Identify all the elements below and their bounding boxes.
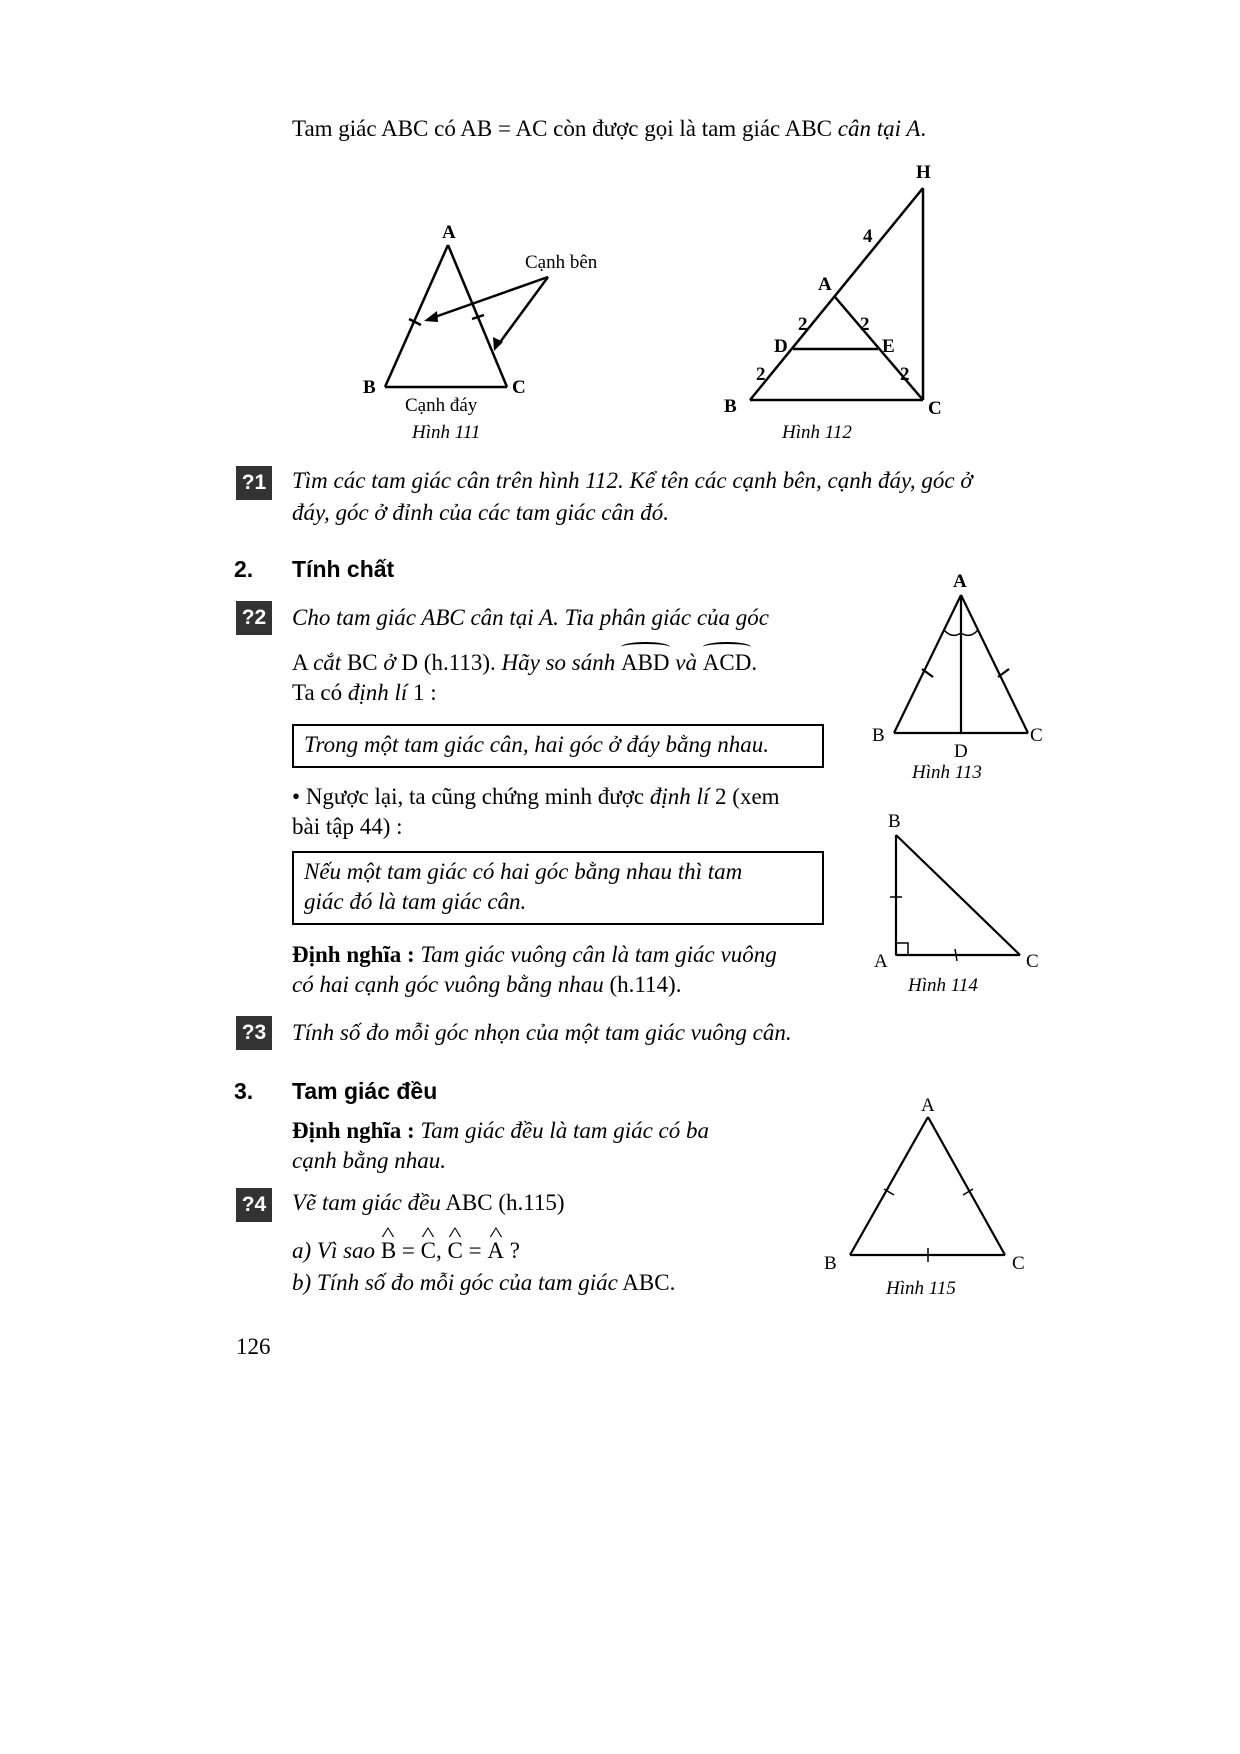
caption-112: Hình 112 — [782, 422, 852, 443]
figure-113 — [860, 565, 1060, 765]
caption-113: Hình 113 — [912, 762, 982, 783]
label-a: A — [953, 571, 967, 592]
q4b-abc: ABC. — [617, 1270, 676, 1295]
side-ac — [961, 595, 1028, 733]
angle-c-2: ^ C — [447, 1236, 462, 1266]
figure-112 — [720, 160, 950, 430]
question-badge-4: ?4 — [236, 1188, 272, 1222]
separator: , — [435, 1238, 448, 1263]
caption-111: Hình 111 — [412, 422, 481, 443]
angle-b: ^ B — [381, 1236, 396, 1266]
definition-right-isosceles-line-1 — [292, 940, 777, 970]
question-mark: ? — [503, 1238, 520, 1263]
q2-line3-a: Ta có — [292, 680, 348, 705]
question-3-text: Tính số đo mỗi góc nhọn của một tam giác vuông cân. — [292, 1020, 792, 1045]
label-a: A — [442, 222, 456, 243]
q2-line3-c: 1 : — [407, 680, 437, 705]
tick-ac — [955, 949, 957, 961]
intro-text — [292, 114, 926, 144]
label-a: A — [874, 951, 888, 972]
label-b: B — [872, 725, 885, 746]
label-b: B — [363, 377, 376, 398]
definition-text-2: có hai cạnh góc vuông bằng nhau — [292, 972, 604, 997]
q2-text-b: cắt — [313, 650, 342, 675]
label-c: C — [928, 398, 942, 419]
question-2-line-2 — [292, 648, 757, 678]
definition-right-isosceles-line-2 — [292, 970, 681, 1000]
intro-text-main: Tam giác ABC có AB = AC còn được gọi là tam giác ABC — [292, 116, 838, 141]
length-ae: 2 — [860, 314, 870, 335]
definition-ref: (h.114). — [603, 972, 682, 997]
question-2-line-1: Cho tam giác ABC cân tại A. Tia phân giác của góc — [292, 605, 770, 630]
theorem-2-line-2: giác đó là tam giác cân. — [304, 889, 527, 914]
equals-1: = — [396, 1238, 421, 1263]
definition-equilateral-line-1 — [292, 1116, 709, 1146]
q4-text-b: ABC (h.115) — [440, 1190, 565, 1215]
converse-line-2: bài tập 44) : — [292, 814, 403, 839]
label-c: C — [1012, 1253, 1025, 1274]
label-c: C — [1026, 951, 1039, 972]
label-e: E — [882, 336, 895, 357]
side-ab — [894, 595, 961, 733]
label-d: D — [774, 336, 788, 357]
question-badge-2: ?2 — [236, 601, 272, 635]
page-number: 126 — [236, 1334, 271, 1359]
arrow-to-ac — [498, 277, 548, 345]
q2-text-h: . — [751, 650, 758, 675]
figure-114 — [860, 805, 1060, 975]
angle-a: ^ A — [487, 1236, 504, 1266]
angle-mark-left — [944, 630, 961, 635]
question-badge-3: ?3 — [236, 1016, 272, 1050]
length-ad: 2 — [798, 314, 808, 335]
question-4-part-b — [292, 1268, 675, 1298]
definition-text-1: Tam giác đều là tam giác có ba — [414, 1118, 710, 1143]
label-b: B — [724, 396, 737, 417]
label-c: C — [1030, 725, 1043, 746]
question-4-line-1 — [292, 1188, 565, 1218]
intro-text-end: . — [920, 116, 927, 141]
length-ah: 4 — [863, 226, 873, 247]
label-b: B — [824, 1253, 837, 1274]
length-db: 2 — [756, 364, 766, 385]
q4a-prefix: a) Vì sao — [292, 1238, 381, 1263]
question-4-part-a — [292, 1236, 520, 1266]
section-2-number: 2. — [234, 556, 254, 582]
theorem-2-box — [292, 851, 824, 925]
caption-115: Hình 115 — [886, 1278, 956, 1299]
q2-text-f: Hãy so sánh — [501, 650, 621, 675]
angle-acd: ACD — [703, 648, 752, 678]
label-h: H — [916, 162, 931, 183]
right-angle-mark — [896, 943, 908, 955]
q2-text-g: và — [669, 650, 703, 675]
angle-abd: ABD — [621, 648, 670, 678]
question-2-line-3 — [292, 678, 437, 708]
question-1-line-1: Tìm các tam giác cân trên hình 112. Kể tên các cạnh bên, cạnh đáy, góc ở — [292, 468, 973, 493]
label-b: B — [888, 811, 901, 832]
label-a: A — [818, 274, 832, 295]
definition-equilateral-line-2: cạnh bằng nhau. — [292, 1148, 446, 1173]
converse-c: 2 (xem — [709, 784, 780, 809]
label-c: C — [512, 377, 526, 398]
q2-text-e: D (h.113). — [395, 650, 502, 675]
figure-115 — [820, 1085, 1050, 1275]
definition-label: Định nghĩa : — [292, 1118, 415, 1143]
side-ac — [928, 1117, 1005, 1255]
intro-text-italic: cân tại A — [837, 116, 921, 141]
theorem-1-box — [292, 724, 824, 768]
q2-text-a: A — [292, 650, 314, 675]
q4-text-a: Vẽ tam giác đều — [292, 1190, 441, 1215]
converse-a: Ngược lại, ta cũng chứng minh được — [300, 784, 650, 809]
label-a: A — [921, 1095, 935, 1116]
question-badge-1: ?1 — [236, 466, 272, 500]
bullet: • — [292, 784, 301, 809]
arrowhead-ab — [424, 311, 438, 322]
theorem-1-text: Trong một tam giác cân, hai góc ở đáy bằng nhau. — [304, 732, 770, 757]
theorem-2-line-1: Nếu một tam giác có hai góc bằng nhau thì tam — [304, 859, 743, 884]
angle-c: ^ C — [421, 1236, 436, 1266]
definition-text-1: Tam giác vuông cân là tam giác vuông — [414, 942, 777, 967]
label-side: Cạnh bên — [525, 252, 598, 273]
section-2-title: Tính chất — [292, 556, 395, 582]
label-d: D — [954, 741, 968, 762]
side-ab — [850, 1117, 928, 1255]
angle-mark-right — [961, 630, 978, 635]
converse-b: định lí — [649, 784, 710, 809]
length-ec: 2 — [900, 364, 910, 385]
label-base: Cạnh đáy — [405, 395, 478, 416]
q2-text-d: ở — [383, 650, 396, 675]
q2-text-c: BC — [341, 650, 384, 675]
side-bc — [896, 835, 1020, 955]
figure-111 — [360, 215, 620, 445]
q4b-text: b) Tính số đo mỗi góc của tam giác — [292, 1270, 618, 1295]
equals-2: = — [462, 1238, 488, 1263]
definition-label: Định nghĩa : — [292, 942, 415, 967]
question-1-line-2: đáy, góc ở đỉnh của các tam giác cân đó. — [292, 500, 669, 525]
section-3-number: 3. — [234, 1078, 254, 1104]
q2-line3-b: định lí — [347, 680, 408, 705]
caption-114: Hình 114 — [908, 975, 978, 996]
converse-line-1 — [292, 782, 780, 812]
section-3-title: Tam giác đều — [292, 1078, 438, 1104]
arrow-to-ab — [432, 277, 548, 318]
